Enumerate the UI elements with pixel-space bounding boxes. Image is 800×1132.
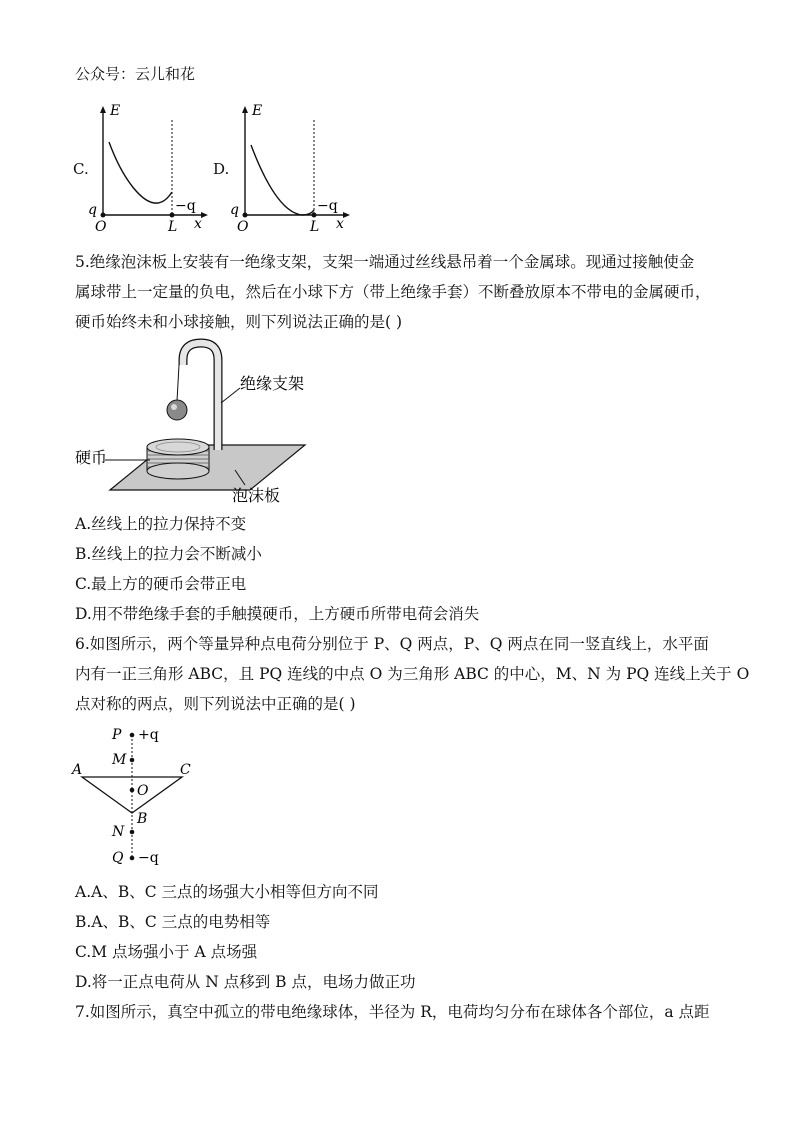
q5-figure xyxy=(75,335,355,505)
board-label: 泡沫板 xyxy=(232,486,281,505)
label-p: P xyxy=(112,727,122,743)
q7-stem-line-1: 7.如图所示，真空中孤立的带电绝缘球体，半径为 R，电荷均匀分布在球体各个部位，a 点距 xyxy=(75,1003,710,1021)
label-m: M xyxy=(112,752,127,768)
q5-option-d: D.用不带绝缘手套的手触摸硬币，上方硬币所带电荷会消失 xyxy=(75,605,480,623)
q5-option-c: C.最上方的硬币会带正电 xyxy=(75,575,247,593)
c-right-charge: −q xyxy=(175,198,196,214)
stand-label: 绝缘支架 xyxy=(240,374,305,393)
q6-stem-line-2: 内有一正三角形 ABC，且 PQ 连线的中点 O 为三角形 ABC 的中心，M、N 为 PQ 连线上关于 O xyxy=(75,665,750,683)
d-mark-label: L xyxy=(310,219,320,235)
label-o: O xyxy=(137,783,149,799)
c-origin-label: O xyxy=(95,219,107,235)
option-c-label: C. xyxy=(73,160,89,178)
d-x-axis-label: x xyxy=(336,216,344,232)
q5-stem-line-2: 属球带上一定量的负电，然后在小球下方（带上绝缘手套）不断叠放原本不带电的金属硬币， xyxy=(75,283,711,301)
c-y-axis-label: E xyxy=(110,103,121,119)
option-d-label: D. xyxy=(213,160,230,178)
q6-stem-line-1: 6.如图所示，两个等量异种点电荷分别位于 P、Q 两点，P、Q 两点在同一竖直线上，水平面 xyxy=(75,635,709,653)
c-x-axis-label: x xyxy=(194,216,202,232)
label-a: A xyxy=(72,762,83,778)
q5-stem-line-3: 硬币始终未和小球接触，则下列说法正确的是( ) xyxy=(75,313,403,331)
label-b: B xyxy=(137,811,148,827)
coin-label: 硬币 xyxy=(75,448,108,467)
q5-option-a: A.丝线上的拉力保持不变 xyxy=(75,515,247,533)
label-minus-q: −q xyxy=(138,850,159,866)
q6-figure xyxy=(72,722,202,872)
label-c: C xyxy=(180,762,191,778)
d-origin-label: O xyxy=(237,219,249,235)
q6-option-c: C.M 点场强小于 A 点场强 xyxy=(75,943,258,961)
label-plus-q: +q xyxy=(138,727,159,743)
c-left-charge: q xyxy=(88,202,97,218)
label-q: Q xyxy=(112,850,124,866)
q6-option-d: D.将一正点电荷从 N 点移到 B 点，电场力做正功 xyxy=(75,973,416,991)
graph-c xyxy=(88,100,213,235)
d-y-axis-label: E xyxy=(252,103,263,119)
q5-stem-line-1: 5.绝缘泡沫板上安装有一绝缘支架，支架一端通过丝线悬吊着一个金属球。现通过接触使金 xyxy=(75,253,695,271)
d-right-charge: −q xyxy=(317,198,338,214)
q6-option-b: B.A、B、C 三点的电势相等 xyxy=(75,913,271,931)
source-header: 公众号：云儿和花 xyxy=(75,65,196,83)
label-n: N xyxy=(112,824,125,840)
q6-option-a: A.A、B、C 三点的场强大小相等但方向不同 xyxy=(75,883,379,901)
q5-option-b: B.丝线上的拉力会不断减小 xyxy=(75,545,262,563)
d-left-charge: q xyxy=(230,202,239,218)
graph-d xyxy=(230,100,355,235)
c-mark-label: L xyxy=(168,219,178,235)
q6-stem-line-3: 点对称的两点，则下列说法中正确的是( ) xyxy=(75,695,356,713)
